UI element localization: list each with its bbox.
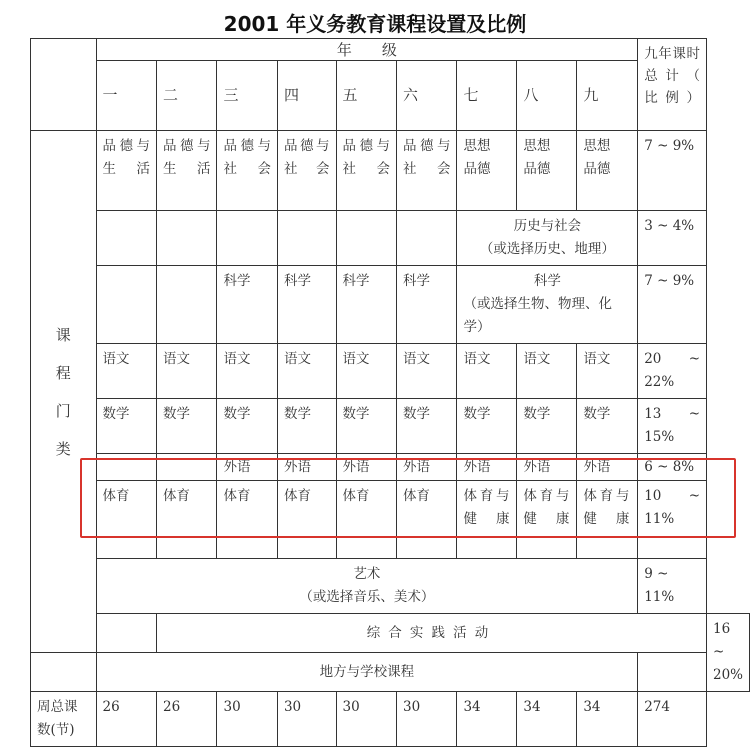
grade-5: 五 [336, 61, 396, 131]
pe-g8: 体育与健康 [517, 481, 577, 559]
science-g5: 科学 [336, 266, 396, 344]
empty-cell [217, 211, 277, 266]
empty-cell [96, 614, 156, 653]
history-ratio: 3 ~ 4% [638, 211, 707, 266]
corner-cell [31, 39, 97, 131]
moral-g9: 思想品德 [577, 131, 638, 211]
foreign-g9: 外语 [577, 454, 638, 481]
empty-cell [96, 266, 156, 344]
grade-7: 七 [457, 61, 517, 131]
math-g8: 数学 [517, 399, 577, 454]
science-ratio: 7 ~ 9% [638, 266, 707, 344]
history-society: 历史与社会 （或选择历史、地理） [457, 211, 638, 266]
empty-cell [396, 211, 456, 266]
integrated-practice: 综合实践活动 [157, 614, 707, 653]
chinese-g3: 语文 [217, 344, 277, 399]
grade-1: 一 [96, 61, 156, 131]
empty-cell [31, 653, 97, 692]
chinese-g7: 语文 [457, 344, 517, 399]
local-school-courses: 地方与学校课程 [96, 653, 638, 692]
pe-g6: 体育 [396, 481, 456, 559]
pe-ratio: 10 ~ 11% [638, 481, 707, 559]
grade-header: 年 级 [96, 39, 638, 61]
moral-g3: 品德与社会 [217, 131, 277, 211]
foreign-g3: 外语 [217, 454, 277, 481]
pe-g2: 体育 [157, 481, 217, 559]
science-g6: 科学 [396, 266, 456, 344]
weekly-g6: 30 [396, 692, 456, 747]
chinese-g8: 语文 [517, 344, 577, 399]
foreign-g4: 外语 [277, 454, 336, 481]
science-g4: 科学 [277, 266, 336, 344]
empty-cell [157, 454, 217, 481]
chinese-g4: 语文 [277, 344, 336, 399]
foreign-g6: 外语 [396, 454, 456, 481]
weekly-g7: 34 [457, 692, 517, 747]
chinese-g5: 语文 [336, 344, 396, 399]
weekly-total: 274 [638, 692, 707, 747]
pe-g4: 体育 [277, 481, 336, 559]
curriculum-table [30, 38, 750, 747]
chinese-g1: 语文 [96, 344, 156, 399]
foreign-g8: 外语 [517, 454, 577, 481]
weekly-g2: 26 [157, 692, 217, 747]
weekly-g4: 30 [277, 692, 336, 747]
chinese-g6: 语文 [396, 344, 456, 399]
weekly-g3: 30 [217, 692, 277, 747]
pe-g1: 体育 [96, 481, 156, 559]
moral-g8: 思想品德 [517, 131, 577, 211]
grade-2: 二 [157, 61, 217, 131]
moral-g1: 品德与生活 [96, 131, 156, 211]
math-g1: 数学 [96, 399, 156, 454]
math-g4: 数学 [277, 399, 336, 454]
moral-g6: 品德与社会 [396, 131, 456, 211]
page-title: 2001 年义务教育课程设置及比例 [223, 12, 527, 36]
empty-cell [336, 211, 396, 266]
pe-g3: 体育 [217, 481, 277, 559]
empty-cell [96, 454, 156, 481]
weekly-g9: 34 [577, 692, 638, 747]
math-g2: 数学 [157, 399, 217, 454]
pe-g9: 体育与健康 [577, 481, 638, 559]
pe-g7: 体育与健康 [457, 481, 517, 559]
grade-9: 九 [577, 61, 638, 131]
foreign-g7: 外语 [457, 454, 517, 481]
math-g9: 数学 [577, 399, 638, 454]
arts: 艺术 （或选择音乐、美术） [96, 559, 638, 614]
arts-ratio: 9 ~ 11% [638, 559, 707, 614]
chinese-g2: 语文 [157, 344, 217, 399]
pe-g5: 体育 [336, 481, 396, 559]
weekly-g5: 30 [336, 692, 396, 747]
math-g7: 数学 [457, 399, 517, 454]
empty-cell [96, 211, 156, 266]
grade-3: 三 [217, 61, 277, 131]
moral-g2: 品德与生活 [157, 131, 217, 211]
grade-6: 六 [396, 61, 456, 131]
math-g3: 数学 [217, 399, 277, 454]
empty-cell [157, 211, 217, 266]
category-label: 课程门类 [31, 131, 97, 653]
science-upper: 科学 （或选择生物、物理、化学） [457, 266, 638, 344]
moral-g4: 品德与社会 [277, 131, 336, 211]
grade-8: 八 [517, 61, 577, 131]
math-g5: 数学 [336, 399, 396, 454]
empty-cell [157, 266, 217, 344]
empty-cell [277, 211, 336, 266]
math-ratio: 13 ~ 15% [638, 399, 707, 454]
practice-local-ratio: 16 ~ 20% [707, 614, 750, 692]
chinese-ratio: 20 ~ 22% [638, 344, 707, 399]
weekly-g1: 26 [96, 692, 156, 747]
foreign-ratio: 6 ~ 8% [638, 454, 707, 481]
moral-g5: 品德与社会 [336, 131, 396, 211]
grade-4: 四 [277, 61, 336, 131]
foreign-g5: 外语 [336, 454, 396, 481]
chinese-g9: 语文 [577, 344, 638, 399]
total-ratio-header: 九年课时总计（ 比例） [638, 39, 707, 131]
weekly-total-label: 周总课数(节) [31, 692, 97, 747]
moral-g7: 思想品德 [457, 131, 517, 211]
moral-ratio: 7 ~ 9% [638, 131, 707, 211]
science-g3: 科学 [217, 266, 277, 344]
weekly-g8: 34 [517, 692, 577, 747]
math-g6: 数学 [396, 399, 456, 454]
